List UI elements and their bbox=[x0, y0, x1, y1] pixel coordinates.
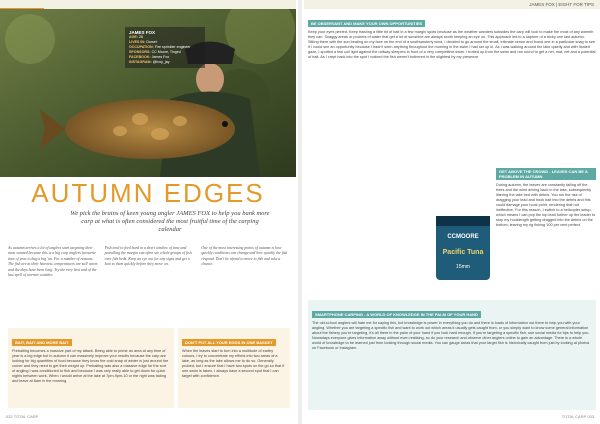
profile-name: JAMES FOX bbox=[129, 30, 156, 35]
angler-profile-box bbox=[125, 27, 205, 68]
article-headline: AUTUMN EDGES bbox=[31, 178, 265, 208]
body-column: Fish tend to feed hard in a short window of time and patrolling the margin can often see whole groups of fish over fish beds. Keep an eye out for any signs and get a bait to them quickly before they move on. bbox=[104, 246, 192, 267]
eggs-tip-title: DON'T PUT ALL YOUR EGGS IN ONE BASKET bbox=[182, 339, 276, 346]
leaves-tip-title: GET ABOVE THE CROWD - LEAVES CAN BE A PROBLEM IN AUTUMN bbox=[496, 168, 596, 180]
body-column: As autumn arrives a lot of anglers start targeting their most wanted because this is a big carp anglers favourite time of year to bag a big 'un. For a number of reasons. The fish are at their heaviest, temperatures are still warm and the days have been long. Try the very best and of the last spell of warmer weather. bbox=[8, 246, 98, 278]
profile-sponsors: SPONSORS: CC Moore, Tinged bbox=[129, 50, 181, 54]
body-columns bbox=[8, 246, 293, 278]
footer-right: TOTAL CARP 033 bbox=[561, 414, 594, 419]
bait-tip-title: BAIT, BAIT AND MORE BAIT bbox=[12, 339, 72, 346]
eggs-tip-box bbox=[178, 328, 290, 408]
bait-tub-image bbox=[432, 212, 494, 284]
page-header-left bbox=[0, 0, 296, 9]
product-name: Pacific Tuna bbox=[442, 249, 484, 256]
profile-age: AGE: 26 bbox=[129, 35, 143, 39]
leaves-tip-box bbox=[496, 165, 596, 228]
profile-occupation: OCCUPATION: Fire sprinkler engineer bbox=[129, 45, 191, 49]
eggs-tip-body: When the leaves start to turn into a multitude of earthy colours, I try to concentrate my efforts into two areas of a lake, as long as the lake allows me to do so. Generally probed, but I ensure that I have two spots on the go so that if one swim is taken, I always have a second spot that I can target with confidence. bbox=[182, 349, 285, 378]
profile-instagram: INSTAGRAM: @foxy_jay bbox=[129, 60, 170, 64]
observe-tip-box bbox=[308, 12, 596, 60]
footer-left: 032 TOTAL CARP bbox=[6, 414, 39, 419]
profile-facebook: FACEBOOK: James Fox bbox=[129, 55, 170, 59]
smartphone-tip-title: SMARTPHONE CARPING - A WORLD OF KNOWLEDGE IN THE PALM OF YOUR HAND bbox=[312, 311, 481, 318]
profile-lives: LIVES IN: Dorset bbox=[129, 40, 157, 44]
observe-tip-title: BE OBSERVANT AND MAKE YOUR OWN OPPORTUNITIES bbox=[308, 20, 425, 27]
observe-tip-body: Keep your eyes peeled. Keep trawling a little bit of bait in a few margin spots because as the weather wanders subsides the carp will look to make the most of any warmth they can. Snaggy areas or pockets of water that get a lot of sunshine are always worth keeping an eye on. This approach led to a capture of a tricky one last autumn. Sitting there with the sun beating on my face on the end of a southwesterly wind, I decided to go around the small, intimate venue and found one in a particular snag to see if I could see an opportunity because I hadn't seen anything throughout the morning in the swim I had set up in. As I was walking around the lake quietly and with fixated gaze, I spotted a few coil light against the railway sleepers in front of a very competitive swim. I trotted up from the swim and ran round to get a net, mat, net and a potential of bait. As I crept back into the spot I noticed the fish weren't bothered in the slightest by my presence. bbox=[308, 30, 596, 59]
product-size: 15mm bbox=[456, 264, 470, 270]
page-gutter bbox=[298, 0, 302, 424]
bait-tip-body: Prebaiting becomes a massive part of my attack. Being able to prime an area at any time of year is a big edge but in autumn it can massively improve your results because the carp are looking for big quantities of food because they know the cold snap of winter is just around the corner and they need to get their weight up. Prebaiting was also a massive edge for the sort of angling I was conditioned to fish and because I was only really able to get down for quick nights between work. When I would arrive at the lake at 7pm-9pm-10 or the right was fading and leave at 8am in the morning. bbox=[12, 349, 169, 383]
bait-tip-box bbox=[8, 328, 174, 408]
smartphone-tip-body: The old-school anglers will hate me for saying this, but knowledge is power in everything you do and there is loads of information out there to help you with your angling. Whether you are targeting a specific fish and want to work out which areas it usually gets caught from, or you simply want to know some general information about the fishery you're targeting, it's all there in the palm of your hand if you look hard enough. If you're targeting a specific fish, use social media for tips to help you. Nowadays everyone gives information away without even realising, so do your research and observe other anglers online to gain an advantage. There is a whole world of knowledge to be learned just from looking through social media. You can gauge areas that your target fish is historically caught from just by looking at photos on Facebook or Instagram. bbox=[312, 321, 590, 350]
body-column: One of the most interesting points of autumn is how quickly conditions can change and how quickly the fish respond. Don't be afraid to move to fish and take a chance. bbox=[201, 246, 288, 267]
header-right-text: JAMES FOX | EIGHT FOR TIPS bbox=[529, 2, 594, 7]
smartphone-tip-box bbox=[308, 300, 596, 410]
article-standfirst: We pick the brains of keen young angler JAMES FOX to help you bank more carp at what is often considered the most fruitful time of the carping calendar bbox=[70, 210, 270, 233]
leaves-tip-body: During autumn, the leaves are constantly falling off the trees and the wind driving back in the lake, subsequently littering the lake bed with debris. You run the risk of dragging your lead and hook bait into the debris and this could damage your hook point, rendering that rod ineffective. For this reason, I switch to a helicopter setup, which means I can pop the top lead further up the leader to stop my hooklength getting dragged into the debris on the bottom, leaving my rig fishing 100 per cent perfect. bbox=[496, 183, 596, 227]
product-brand: CCMOORE bbox=[447, 234, 479, 240]
page-header-right bbox=[304, 0, 600, 9]
